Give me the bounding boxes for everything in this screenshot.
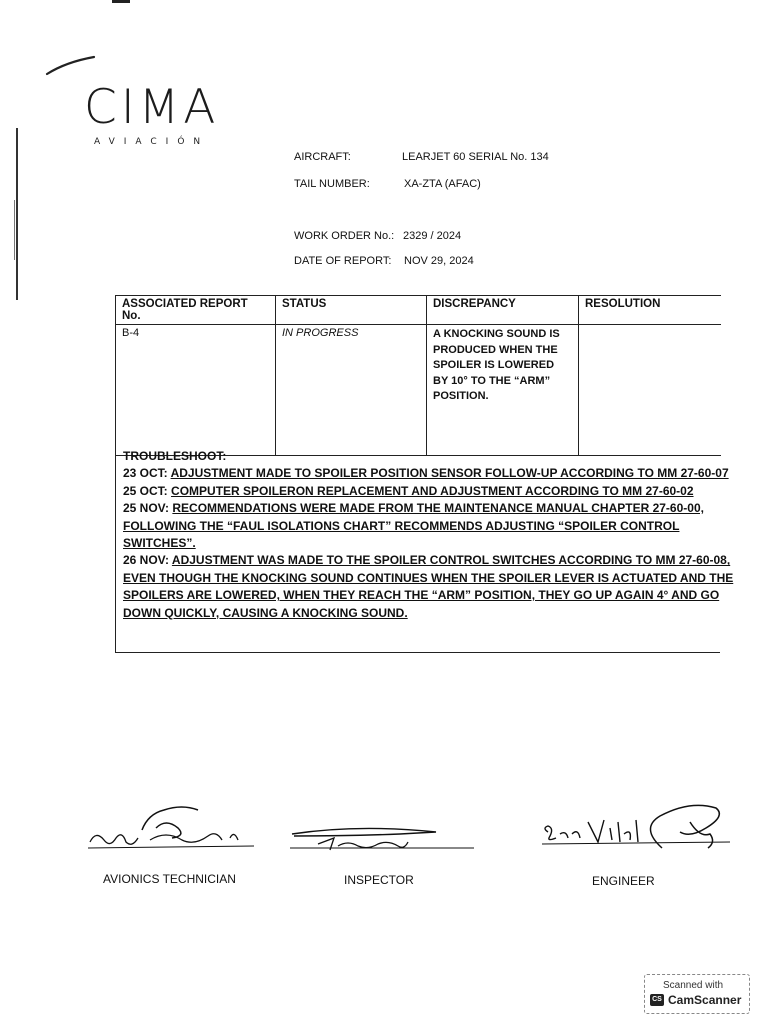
entry-text-continued: DOWN QUICKLY, CAUSING A KNOCKING SOUND. bbox=[123, 605, 408, 620]
logo-wordmark: CIMA bbox=[84, 80, 220, 135]
column-header: RESOLUTION bbox=[579, 296, 721, 325]
scanned-with-text: Scanned with bbox=[663, 980, 724, 991]
entry-date: 25 NOV: bbox=[123, 501, 170, 516]
column-header: DISCREPANCY bbox=[427, 296, 579, 325]
entry-text-continued: SWITCHES”. bbox=[123, 536, 196, 551]
tail-number-value: XA-ZTA (AFAC) bbox=[404, 178, 481, 190]
tail-number-label: TAIL NUMBER: bbox=[294, 178, 370, 190]
entry-text: COMPUTER SPOILERON REPLACEMENT AND ADJUSTMENT ACCORDING TO MM 27-60-02 bbox=[171, 483, 694, 498]
troubleshoot-heading: TROUBLESHOOT: bbox=[123, 449, 227, 463]
date-of-report-value: NOV 29, 2024 bbox=[404, 255, 474, 267]
aircraft-value: LEARJET 60 SERIAL No. 134 bbox=[402, 151, 549, 163]
work-order-value: 2329 / 2024 bbox=[403, 230, 462, 242]
technician-signature bbox=[86, 800, 258, 860]
report-table bbox=[115, 295, 720, 456]
entry-text: ADJUSTMENT WAS MADE TO THE SPOILER CONTROL SWITCHES ACCORDING TO MM 27-60-08, bbox=[171, 553, 731, 568]
logo-subtitle: AVIACIÓN bbox=[94, 137, 210, 147]
entry-text: RECOMMENDATIONS WERE MADE FROM THE MAINTENANCE MANUAL CHAPTER 27-60-00, bbox=[172, 501, 704, 516]
technician-signature-label: AVIONICS TECHNICIAN bbox=[103, 872, 236, 886]
scan-artifact bbox=[14, 200, 15, 260]
table-row bbox=[116, 325, 721, 456]
engineer-signature-label: ENGINEER bbox=[592, 874, 655, 888]
date-of-report-label: DATE OF REPORT: bbox=[294, 255, 392, 267]
column-header: ASSOCIATED REPORT No. bbox=[116, 296, 276, 325]
aircraft-label: AIRCRAFT: bbox=[294, 151, 351, 163]
troubleshoot-entry bbox=[123, 552, 731, 569]
camscanner-logo-icon: CS bbox=[650, 994, 664, 1006]
table-header-row bbox=[116, 296, 721, 325]
report-number-cell: B-4 bbox=[116, 325, 276, 456]
troubleshoot-entry bbox=[123, 483, 714, 500]
troubleshoot-section bbox=[115, 445, 734, 653]
entry-date: 25 OCT: bbox=[123, 483, 168, 498]
inspector-signature-label: INSPECTOR bbox=[344, 873, 414, 887]
troubleshoot-entry bbox=[123, 465, 729, 482]
discrepancy-cell: A KNOCKING SOUND IS PRODUCED WHEN THE SPOILER IS LOWERED BY 10° TO THE “ARM” POSITION. bbox=[427, 325, 579, 456]
inspector-signature bbox=[288, 820, 478, 856]
scan-artifact bbox=[16, 128, 18, 300]
company-logo bbox=[84, 80, 220, 147]
logo-swoosh-icon bbox=[44, 54, 96, 78]
entry-text-continued: EVEN THOUGH THE KNOCKING SOUND CONTINUES WHEN THE SPOILER LEVER IS ACTUATED AND THE bbox=[123, 570, 734, 585]
entry-text-continued: SPOILERS ARE LOWERED, WHEN THEY REACH THE “ARM” POSITION, THEY GO UP AGAIN 4° AND GO bbox=[123, 588, 720, 603]
status-cell: IN PROGRESS bbox=[276, 325, 427, 456]
entry-text-continued: FOLLOWING THE “FAUL ISOLATIONS CHART” RECOMMENDS ADJUSTING “SPOILER CONTROL bbox=[123, 518, 680, 533]
work-order-label: WORK ORDER No.: bbox=[294, 230, 395, 242]
troubleshoot-entry bbox=[123, 500, 714, 517]
entry-date: 23 OCT: bbox=[123, 466, 168, 481]
entry-text: ADJUSTMENT MADE TO SPOILER POSITION SENSOR FOLLOW-UP ACCORDING TO MM 27-60-07 bbox=[170, 466, 729, 481]
camscanner-badge bbox=[644, 974, 750, 1014]
engineer-signature bbox=[540, 798, 732, 858]
scan-artifact bbox=[112, 0, 130, 3]
entry-date: 26 NOV: bbox=[123, 553, 170, 568]
resolution-cell bbox=[579, 325, 721, 456]
camscanner-name: CamScanner bbox=[668, 993, 742, 1007]
column-header: STATUS bbox=[276, 296, 427, 325]
